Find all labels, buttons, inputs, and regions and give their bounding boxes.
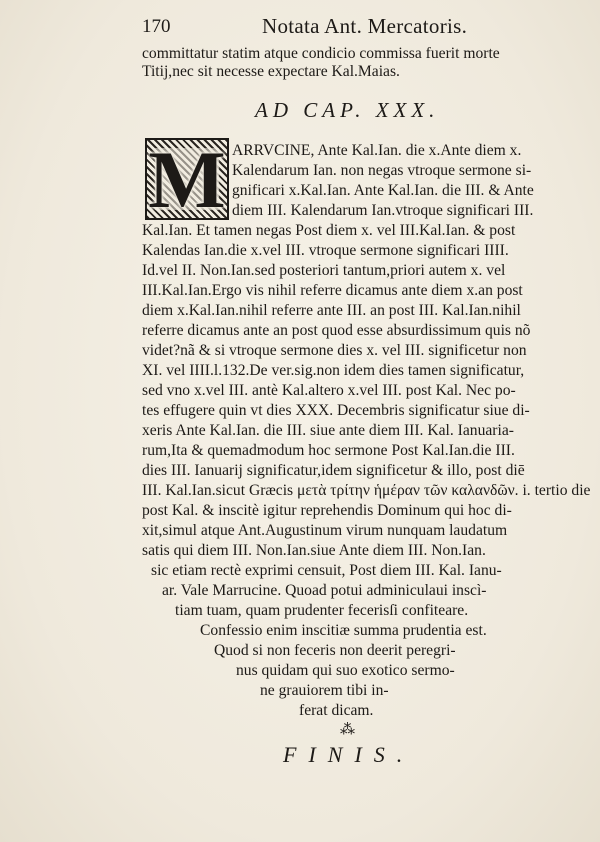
chapter-heading: AD CAP. XXX.: [255, 98, 440, 122]
body-line: Kalendas Ian.die x.vel III. vtroque sermone significari IIII.: [142, 242, 509, 259]
body-line: xit,simul atque Ant.Augustinum virum nunquam laudatum: [142, 522, 508, 539]
body-line: xeris Ante Kal.Ian. die III. siue ante diem III. Kal. Ianuaria-: [142, 422, 514, 439]
decorated-initial: [145, 134, 229, 225]
body-line: ne grauiorem tibi in-: [260, 682, 389, 699]
initial-letter: M: [148, 134, 226, 225]
body-line: III.Kal.Ian.Ergo vis nihil referre dicamus ante diem x.an post: [142, 282, 523, 299]
body-line: Kalendarum Ian. non negas vtroque sermone si-: [232, 162, 532, 179]
body-line: diem x.Kal.Ian.nihil referre ante III. an post III. Kal.Ian.nihil: [142, 302, 521, 319]
body-line: nus quidam qui suo exotico sermo-: [236, 662, 455, 679]
body-line: III. Kal.Ian.sicut Græcis μετὰ τρίτην ἡμέραν τῶν καλανδῶν. i. tertio die: [142, 482, 591, 499]
body-line: Id.vel II. Non.Ian.sed posteriori tantum,priori autem x. vel: [142, 262, 506, 279]
finis-text: FINIS.: [283, 742, 415, 767]
body-line: sed vno x.vel III. antè Kal.altero x.vel III. post Kal. Nec po-: [142, 382, 516, 399]
body-line: ARRVCINE, Ante Kal.Ian. die x.Ante diem x.: [232, 142, 522, 159]
carryover-line: committatur statim atque condicio commissa fuerit morte: [142, 45, 500, 62]
body-line: XI. vel IIII.l.132.De ver.sig.non idem dies tamen significatur,: [142, 362, 525, 379]
page-number: 170: [142, 16, 171, 37]
carryover-line: Titij,nec sit necesse expectare Kal.Maias.: [142, 63, 400, 80]
body-line: tiam tuam, quam prudenter fecerisſi confiteare.: [175, 602, 469, 619]
page-header: [142, 14, 582, 40]
body-line: satis qui diem III. Non.Ian.siue Ante diem III. Non.Ian.: [142, 542, 486, 559]
body-line: videt?nã & si vtroque sermone dies x. vel III. significetur non: [142, 342, 527, 359]
asterism-ornament: ⁂: [340, 722, 356, 738]
body-line: Quod si non feceris non deerit peregri-: [214, 642, 456, 659]
body-line: rum,Ita & quemadmodum hoc sermone Post Kal.Ian.die III.: [142, 442, 515, 459]
body-line: post Kal. & inscitè igitur reprehendis Dominum qui hoc di-: [142, 502, 512, 519]
body-line: ar. Vale Marrucine. Quoad potui adminiculaui inscì-: [162, 582, 487, 599]
body-line: Confessio enim inscitiæ summa prudentia est.: [200, 622, 487, 639]
body-line: diem III. Kalendarum Ian.vtroque significari III.: [232, 202, 534, 219]
body-line: dies III. Ianuarij significatur,idem significetur & illo, post diē: [142, 462, 525, 479]
body-line: ferat dicam.: [299, 702, 374, 719]
body-line: tes effugere quin vt dies XXX. Decembris significatur siue di-: [142, 402, 530, 419]
body-line: Kal.Ian. Et tamen negas Post diem x. vel III.Kal.Ian. & post: [142, 222, 516, 239]
body-line: referre dicamus ante an post quod esse absurdissimum quis nõ: [142, 322, 531, 339]
body-line: sic etiam rectè exprimi censuit, Post diem III. Kal. Ianu-: [151, 562, 502, 579]
body-line: gnificari x.Kal.Ian. Ante Kal.Ian. die III. & Ante: [232, 182, 534, 199]
running-head: Notata Ant. Mercatoris.: [262, 14, 468, 38]
